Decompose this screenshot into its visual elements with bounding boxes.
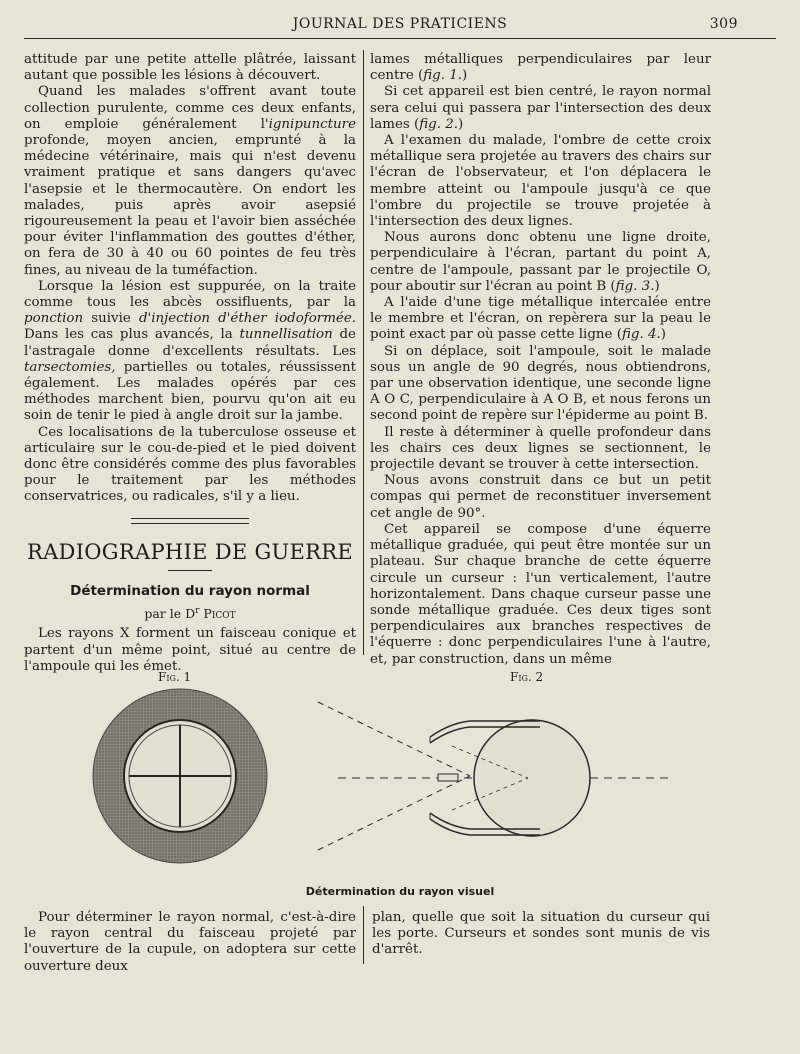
figure-illustrations [0,685,800,885]
paragraph: Si on déplace, soit l'ampoule, soit le malade sous un angle de 90 degrés, nous obtiendrons, par une observation identique, une seconde ligne A O C, perpendiculaire à A O B, et nous ferons un second point de repère sur l'épiderme au point B. [370,343,711,424]
paragraph: A l'examen du malade, l'ombre de cette croix métallique sera projetée au travers des chairs sur l'écran de l'observateur, et l'on déplacera le membre atteint ou l'ampoule jusqu'à ce que l'ombre du projectile se trouve projetée à l'intersection des deux lignes. [370,133,711,230]
journal-title: JOURNAL DES PRATICIENS [292,16,508,32]
paragraph: plan, quelle que soit la situation du curseur qui les porte. Curseurs et sondes sont munis de vis d'arrêt. [372,910,710,958]
article-subtitle: Détermination du rayon normal [70,582,310,599]
paragraph: Il reste à déterminer à quelle profondeur dans les chairs ces deux lignes se sectionnent, le projectile devant se trouver à cette intersection. [370,424,711,473]
paragraph: Ces localisations de la tuberculose osseuse et articulaire sur le cou-de-pied et le pied doivent donc être considérés comme des plus favorables pour le traitement par les méthodes conservatrices, ou radicales, s'il y a lieu. [24,424,356,505]
paragraph: Si cet appareil est bien centré, le rayon normal sera celui qui passera par l'intersection des deux lames (fig. 2.) [370,84,711,132]
paragraph: A l'aide d'une tige métallique intercalée entre le membre et l'écran, on repèrera sur la peau le point exact par où passe cette ligne (fig. 4.) [370,295,711,343]
paragraph: Lorsque la lésion est suppurée, on la traite comme tous les abcès ossifluents, par la ponction suivie d'injection d'éther iodoformée. Dans les cas plus avancés, la tunnellisation de l'astragale donne d'excellents résultats. Les tarsectomies, partielles ou totales, réussissent également. Les malades opérés par ces méthodes marchent bien, pourvu qu'on ait eu soin de tenir le pied à angle droit sur la jambe. [24,278,356,424]
paragraph: Les rayons X forment un faisceau conique et partent d'un même point, situé au centre de l'ampoule qui les émet. [24,626,356,674]
left-column [24,52,356,675]
column-divider-bottom [363,906,364,964]
section-separator [131,518,249,524]
figure-1-cupule [93,689,267,863]
paragraph: Quand les malades s'offrent avant toute collection purulente, comme ces deux enfants, on emploie généralement l'ignipuncture profonde, moyen ancien, emprunté à la médecine vétérinaire, mais qui n'est devenu vraiment pratique et sans dangers qu'avec l'asepsie et le thermocautère. On endort les malades, puis après avoir asepsié rigoureusement la peau et l'avoir bien asséchée pour éviter l'inflammation des gouttes d'éther, on fera de 30 à 40 ou 60 pointes de feu très fines, au niveau de la tuméfaction. [24,84,356,278]
paragraph: Nous avons construit dans ce but un petit compas qui permet de reconstituer inversement cet angle de 90°. [370,473,711,521]
bottom-left-column [24,910,356,975]
running-header [24,14,776,38]
bottom-right-column [372,910,710,959]
figure-1-label: Fig. 1 [158,670,192,684]
paragraph: Nous aurons donc obtenu une ligne droite, perpendiculaire à l'écran, partant du point A, centre de l'ampoule, passant par le projectile O, pour aboutir sur l'écran au point B (fig. 3.) [370,230,711,294]
right-column [370,52,711,668]
figure-2-ray-diagram [318,702,670,850]
figure-2-label: Fig. 2 [510,670,544,684]
paragraph: Pour déterminer le rayon normal, c'est-à-dire le rayon central du faisceau projeté par l'ouverture de la cupule, on adoptera sur cette ouverture deux [24,910,356,974]
column-divider [363,50,364,655]
section-title: RADIOGRAPHIE DE GUERRE [26,539,354,564]
header-rule [24,38,776,39]
paragraph: lames métalliques perpendiculaires par leur centre (fig. 1.) [370,52,711,84]
paragraph: Cet appareil se compose d'une équerre métallique graduée, qui peut être montée sur un plateau. Sur chaque branche de cette équerre circule un curseur : l'un verticalement, l'autre horizontalement. Dans chaque curseur passe une sonde métallique graduée. Ces deux tiges sont perpendiculaires aux branches respectives de l'équerre : donc perpendiculaires l'une à l'autre, et, par construction, dans un même [370,521,711,667]
byline: par le $D^r$ Picot [144,606,236,622]
figure-caption: Détermination du rayon visuel [305,885,495,898]
page-number: 309 [709,16,738,32]
title-rule [168,570,212,571]
paragraph: attitude par une petite attelle plâtrée, laissant autant que possible les lésions à découvert. [24,52,356,84]
